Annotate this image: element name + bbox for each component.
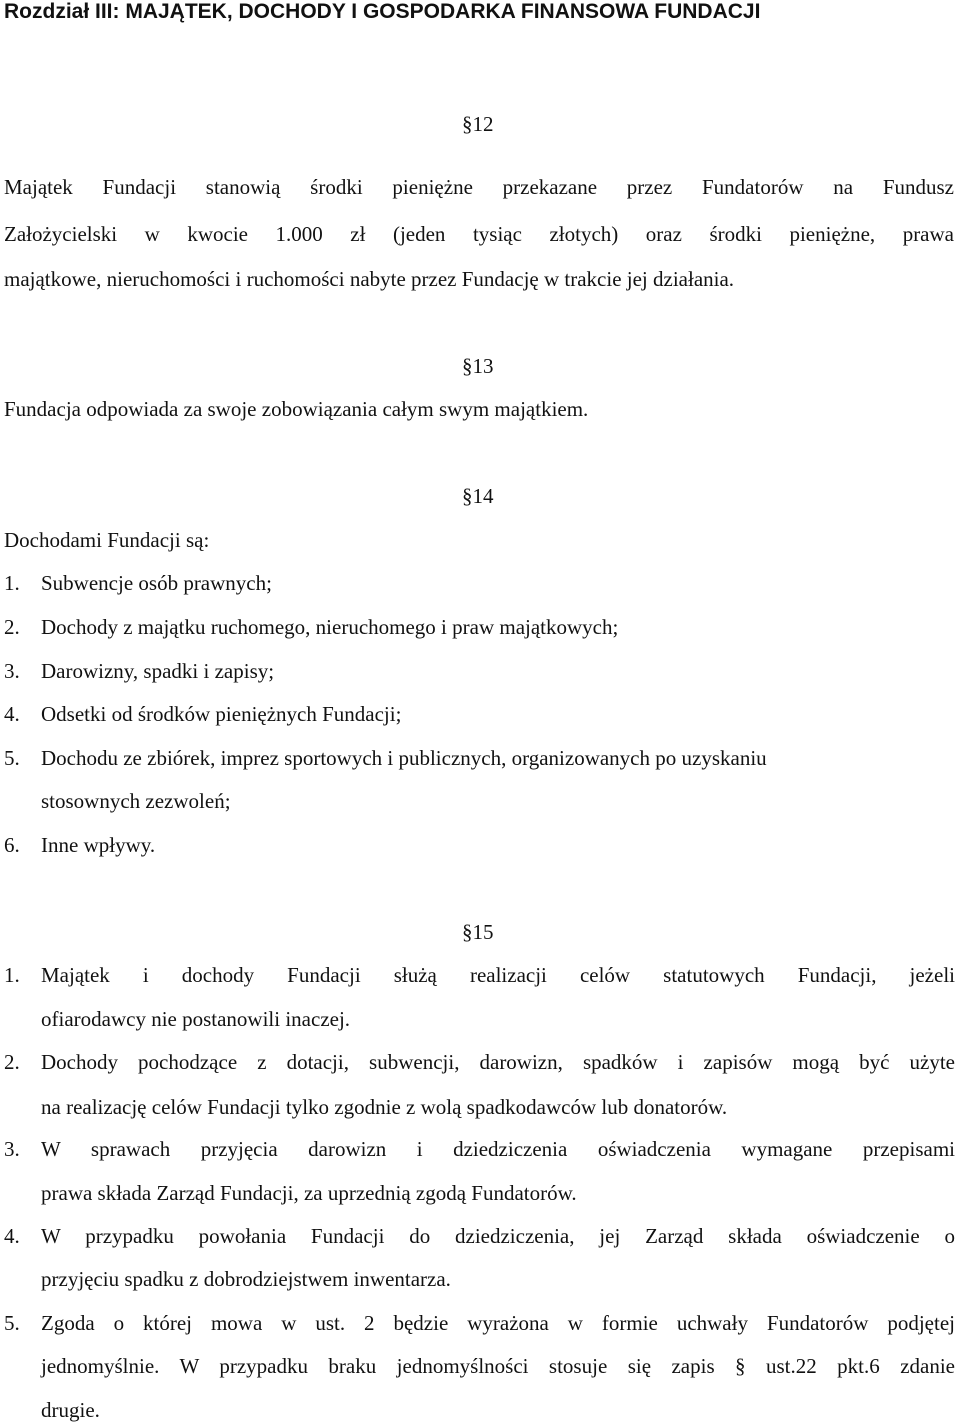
list-item-number: 2. — [4, 1050, 20, 1074]
section-12-line-3: majątkowe, nieruchomości i ruchomości nabyte przez Fundację w trakcie jej działania. — [4, 267, 735, 291]
section-14-intro: Dochodami Fundacji są: — [4, 528, 210, 552]
list-item-number: 4. — [4, 702, 20, 726]
list-item-text-continued: drugie. — [41, 1398, 100, 1422]
section-number-13: §13 — [462, 354, 494, 378]
list-item-text: Majątek i dochody Fundacji służą realizacji celów statutowych Fundacji, jeżeli — [41, 963, 955, 987]
list-item-number: 1. — [4, 963, 20, 987]
list-item-text-continued: ofiarodawcy nie postanowili inaczej. — [41, 1007, 351, 1031]
list-item-text-continued: na realizację celów Fundacji tylko zgodnie z wolą spadkodawców lub donatorów. — [41, 1095, 728, 1119]
list-item-text: Dochody z majątku ruchomego, nieruchomego i praw majątkowych; — [41, 615, 619, 639]
list-item-text: Dochody pochodzące z dotacji, subwencji, darowizn, spadków i zapisów mogą być użyte — [41, 1050, 955, 1074]
section-number-12: §12 — [462, 112, 494, 136]
list-item-number: 5. — [4, 1311, 20, 1335]
section-13-text: Fundacja odpowiada za swoje zobowiązania całym swym majątkiem. — [4, 397, 589, 421]
list-item-number: 2. — [4, 615, 20, 639]
list-item-number: 3. — [4, 1137, 20, 1161]
list-item-text: W sprawach przyjęcia darowizn i dziedziczenia oświadczenia wymagane przepisami — [41, 1137, 955, 1161]
list-item-text: Dochodu ze zbiórek, imprez sportowych i publicznych, organizowanych po uzyskaniu — [41, 746, 767, 770]
list-item-number: 4. — [4, 1224, 20, 1248]
list-item-number: 1. — [4, 571, 20, 595]
list-item-text-continued: prawa składa Zarząd Fundacji, za uprzednią zgodą Fundatorów. — [41, 1181, 577, 1205]
list-item-text: Odsetki od środków pieniężnych Fundacji; — [41, 702, 402, 726]
chapter-heading: Rozdział III: MAJĄTEK, DOCHODY I GOSPODARKA FINANSOWA FUNDACJI — [4, 0, 761, 23]
list-item-text: W przypadku powołania Fundacji do dziedziczenia, jej Zarząd składa oświadczenie o — [41, 1224, 955, 1248]
list-item-number: 3. — [4, 659, 20, 683]
list-item-number: 5. — [4, 746, 20, 770]
section-number-14: §14 — [462, 484, 494, 508]
list-item-text: Darowizny, spadki i zapisy; — [41, 659, 275, 683]
list-item-number: 6. — [4, 833, 20, 857]
list-item-text-continued: jednomyślnie. W przypadku braku jednomyślności stosuje się zapis § ust.22 pkt.6 zdanie — [41, 1354, 955, 1378]
list-item-text: Subwencje osób prawnych; — [41, 571, 272, 595]
section-12-line-2: Założycielski w kwocie 1.000 zł (jeden tysiąc złotych) oraz środki pieniężne, prawa — [4, 222, 954, 246]
list-item-text: Zgoda o której mowa w ust. 2 będzie wyrażona w formie uchwały Fundatorów podjętej — [41, 1311, 955, 1335]
list-item-text: Inne wpływy. — [41, 833, 156, 857]
list-item-text-continued: przyjęciu spadku z dobrodziejstwem inwentarza. — [41, 1267, 451, 1291]
section-number-15: §15 — [462, 920, 494, 944]
section-12-line-1: Majątek Fundacji stanowią środki pieniężne przekazane przez Fundatorów na Fundusz — [4, 175, 954, 199]
list-item-text-continued: stosownych zezwoleń; — [41, 789, 231, 813]
